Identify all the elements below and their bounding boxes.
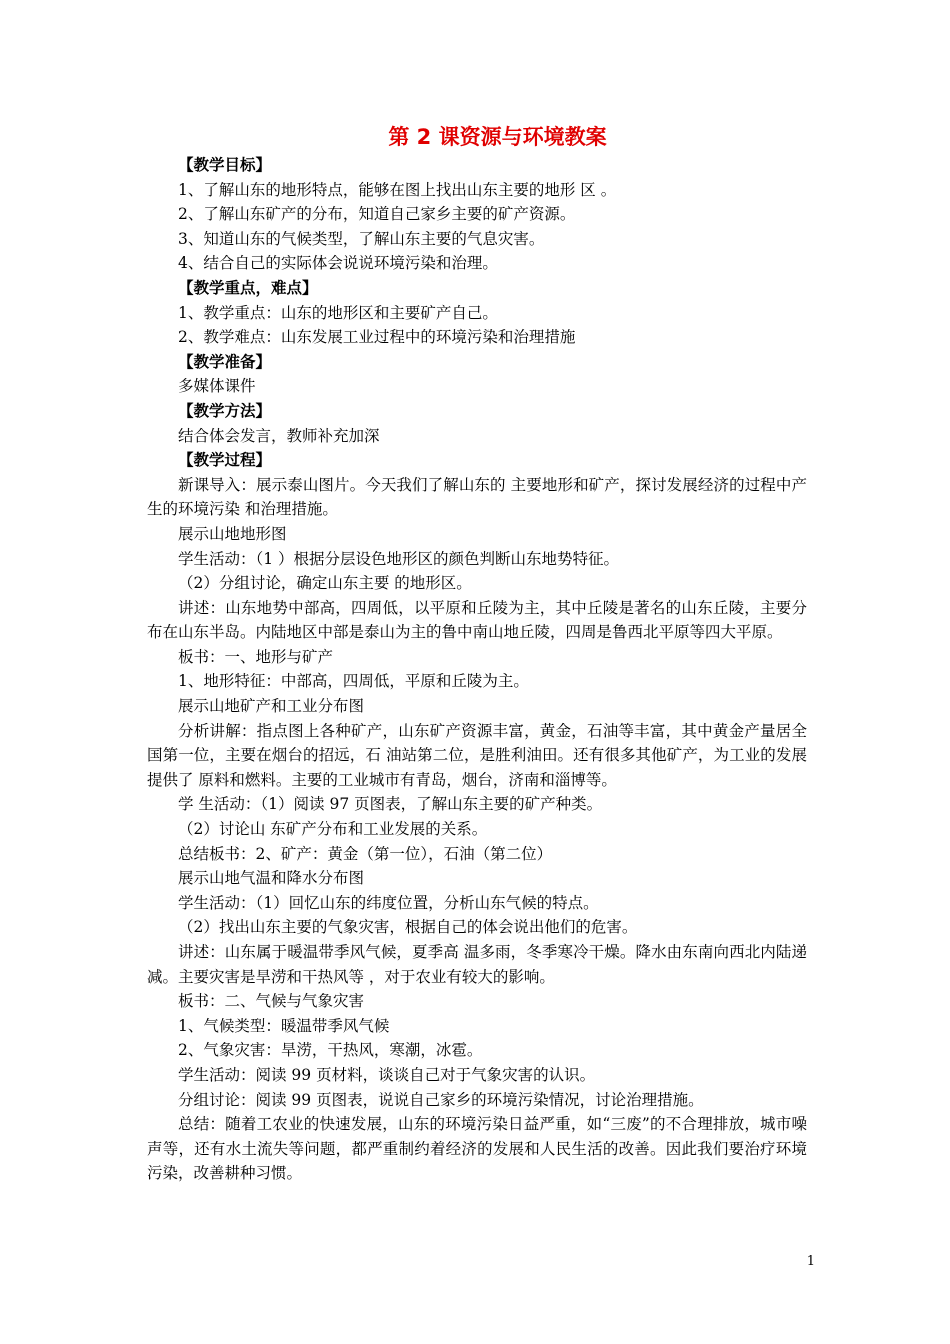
- process-line: 展示山地气温和降水分布图: [178, 869, 365, 888]
- process-paragraph: 总结：随着工农业的快速发展，山东的环境污染日益严重，如“三废”的不合理排放，城市噪声等，还有水土流失等问题，都严重制约着经济的发展和人民生活的改善。因此我们要治疗环境污染，改善耕种习惯。: [147, 1115, 807, 1183]
- process-line: 2、气象灾害：旱涝，干热风，寒潮，冰雹。: [178, 1041, 483, 1060]
- process-line: 学生活动：（1 ）根据分层设色地形区的颜色判断山东地势特征。: [178, 549, 620, 568]
- process-line: 学生活动：（1）回忆山东的纬度位置，分析山东气候的特点。: [178, 893, 599, 912]
- goal-item: 1、了解山东的地形特点，能够在图上找出山东主要的地形 区 。: [178, 180, 617, 199]
- process-paragraph: 分析讲解：指点图上各种矿产，山东矿产资源丰富，黄金，石油等丰富，其中黄金产量居全国第一位，主要在烟台的招远，石 油站第二位，是胜利油田。还有很多其他矿产，为工业的发展提供了 原料和燃料。主要的工业城市有青岛，烟台，济南和淄博等。: [147, 721, 807, 789]
- section-heading-keypoints: 【教学重点，难点】: [178, 278, 318, 297]
- process-line: （2）讨论山 东矿产分布和工业发展的关系。: [178, 820, 488, 839]
- process-line: 学 生活动：（1）阅读 97 页图表，了解山东主要的矿产种类。: [178, 795, 603, 814]
- process-line: （2）分组讨论，确定山东主要 的地形区。: [178, 574, 472, 593]
- section-heading-goals: 【教学目标】: [178, 156, 272, 174]
- keypoint-item: 1、教学重点：山东的地形区和主要矿产自己。: [178, 303, 498, 322]
- section-heading-prep: 【教学准备】: [178, 352, 272, 371]
- goal-item: 2、了解山东矿产的分布，知道自己家乡主要的矿产资源。: [178, 205, 576, 224]
- prep-text: 多媒体课件: [178, 377, 256, 396]
- process-line: 1、地形特征：中部高，四周低，平原和丘陵为主。: [178, 672, 529, 691]
- process-line: 板书：一、地形与矿产: [178, 647, 334, 666]
- document-title: 第 2 课资源与环境教案: [388, 125, 607, 149]
- process-line: 展示山地地形图: [178, 524, 287, 543]
- goal-item: 3、知道山东的气候类型，了解山东主要的气息灾害。: [178, 229, 545, 248]
- process-line: （2）找出山东主要的气象灾害，根据自己的体会说出他们的危害。: [178, 918, 638, 937]
- goal-item: 4、结合自己的实际体会说说环境污染和治理。: [178, 254, 498, 273]
- keypoint-item: 2、教学难点：山东发展工业过程中的环境污染和治理措施: [178, 328, 576, 347]
- process-line: 板书：二、气候与气象灾害: [178, 992, 365, 1011]
- document-body: [147, 153, 807, 1186]
- process-line: 总结板书：2、矿产：黄金（第一位），石油（第二位）: [178, 844, 553, 863]
- process-paragraph: 新课导入：展示泰山图片。今天我们了解山东的 主要地形和矿产，探讨发展经济的过程中产生的环境污染 和治理措施。: [147, 475, 807, 519]
- process-line: 展示山地矿产和工业分布图: [178, 697, 365, 716]
- method-text: 结合体会发言，教师补充加深: [178, 426, 380, 445]
- section-heading-process: 【教学过程】: [178, 451, 272, 470]
- section-heading-method: 【教学方法】: [178, 401, 272, 420]
- process-line: 分组讨论：阅读 99 页图表，说说自己家乡的环境污染情况，讨论治理措施。: [178, 1090, 704, 1109]
- process-paragraph: 讲述：山东属于暖温带季风气候，夏季高 温多雨，冬季寒冷干燥。降水由东南向西北内陆递减。主要灾害是旱涝和干热风等 ，对于农业有较大的影响。: [147, 943, 807, 986]
- process-paragraph: 讲述：山东地势中部高，四周低，以平原和丘陵为主，其中丘陵是著名的山东丘陵，主要分布在山东半岛。内陆地区中部是泰山为主的鲁中南山地丘陵，四周是鲁西北平原等四大平原。: [147, 598, 807, 642]
- process-line: 1、气候类型：暖温带季风气候: [178, 1016, 390, 1035]
- page-number: 1: [806, 1254, 815, 1269]
- process-line: 学生活动：阅读 99 页材料，谈谈自己对于气象灾害的认识。: [178, 1065, 596, 1084]
